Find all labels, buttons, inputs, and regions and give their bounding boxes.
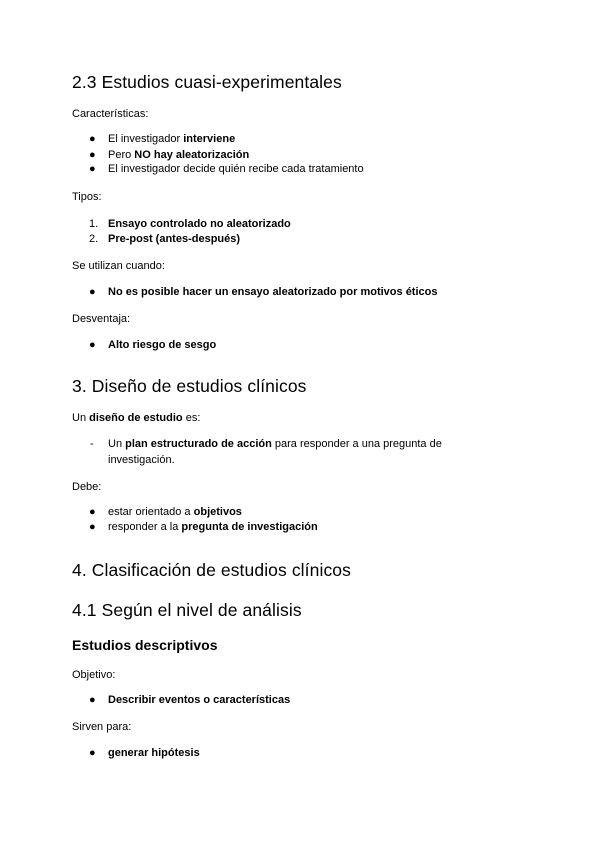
bullet-icon: ● — [89, 163, 96, 175]
section-heading-4-1: 4.1 Según el nivel de análisis — [72, 600, 302, 620]
dash-marker: - — [90, 438, 94, 450]
bullet-icon: ● — [89, 133, 96, 145]
label-debe: Debe: — [72, 481, 102, 493]
list-item: El investigador decide quién recibe cada tratamiento — [108, 163, 364, 175]
list-item-continuation: investigación. — [108, 454, 175, 466]
bullet-icon: ● — [89, 506, 96, 518]
section-heading-4: 4. Clasificación de estudios clínicos — [72, 560, 351, 580]
list-number: 1. — [89, 218, 99, 230]
label-objetivo: Objetivo: — [72, 669, 116, 681]
list-item: No es posible hacer un ensayo aleatorizado por motivos éticos — [108, 286, 438, 298]
label-tipos: Tipos: — [72, 191, 102, 203]
bullet-icon: ● — [89, 694, 96, 706]
list-item: Alto riesgo de sesgo — [108, 339, 217, 351]
label-sirven: Sirven para: — [72, 721, 132, 733]
list-item: Ensayo controlado no aleatorizado — [108, 218, 291, 230]
list-item: estar orientado a objetivos — [108, 506, 242, 518]
paragraph-intro: Un diseño de estudio es: — [72, 412, 201, 424]
label-desventaja: Desventaja: — [72, 313, 131, 325]
subheading-descriptivos: Estudios descriptivos — [72, 637, 218, 653]
bullet-icon: ● — [89, 286, 96, 298]
list-item: responder a la pregunta de investigación — [108, 521, 318, 533]
list-number: 2. — [89, 233, 99, 245]
bullet-icon: ● — [89, 149, 96, 161]
list-item: generar hipótesis — [108, 747, 200, 759]
list-item: Pre-post (antes-después) — [108, 233, 241, 245]
list-item: El investigador interviene — [108, 133, 236, 145]
bullet-icon: ● — [89, 521, 96, 533]
bullet-icon: ● — [89, 339, 96, 351]
label-caracteristicas: Características: — [72, 108, 149, 120]
section-heading-3: 3. Diseño de estudios clínicos — [72, 376, 307, 396]
section-heading-2-3: 2.3 Estudios cuasi-experimentales — [72, 72, 342, 92]
label-uso: Se utilizan cuando: — [72, 260, 165, 272]
list-item: Describir eventos o características — [108, 694, 291, 706]
list-item: Un plan estructurado de acción para responder a una pregunta de — [108, 438, 442, 450]
list-item: Pero NO hay aleatorización — [108, 149, 250, 161]
bullet-icon: ● — [89, 747, 96, 759]
